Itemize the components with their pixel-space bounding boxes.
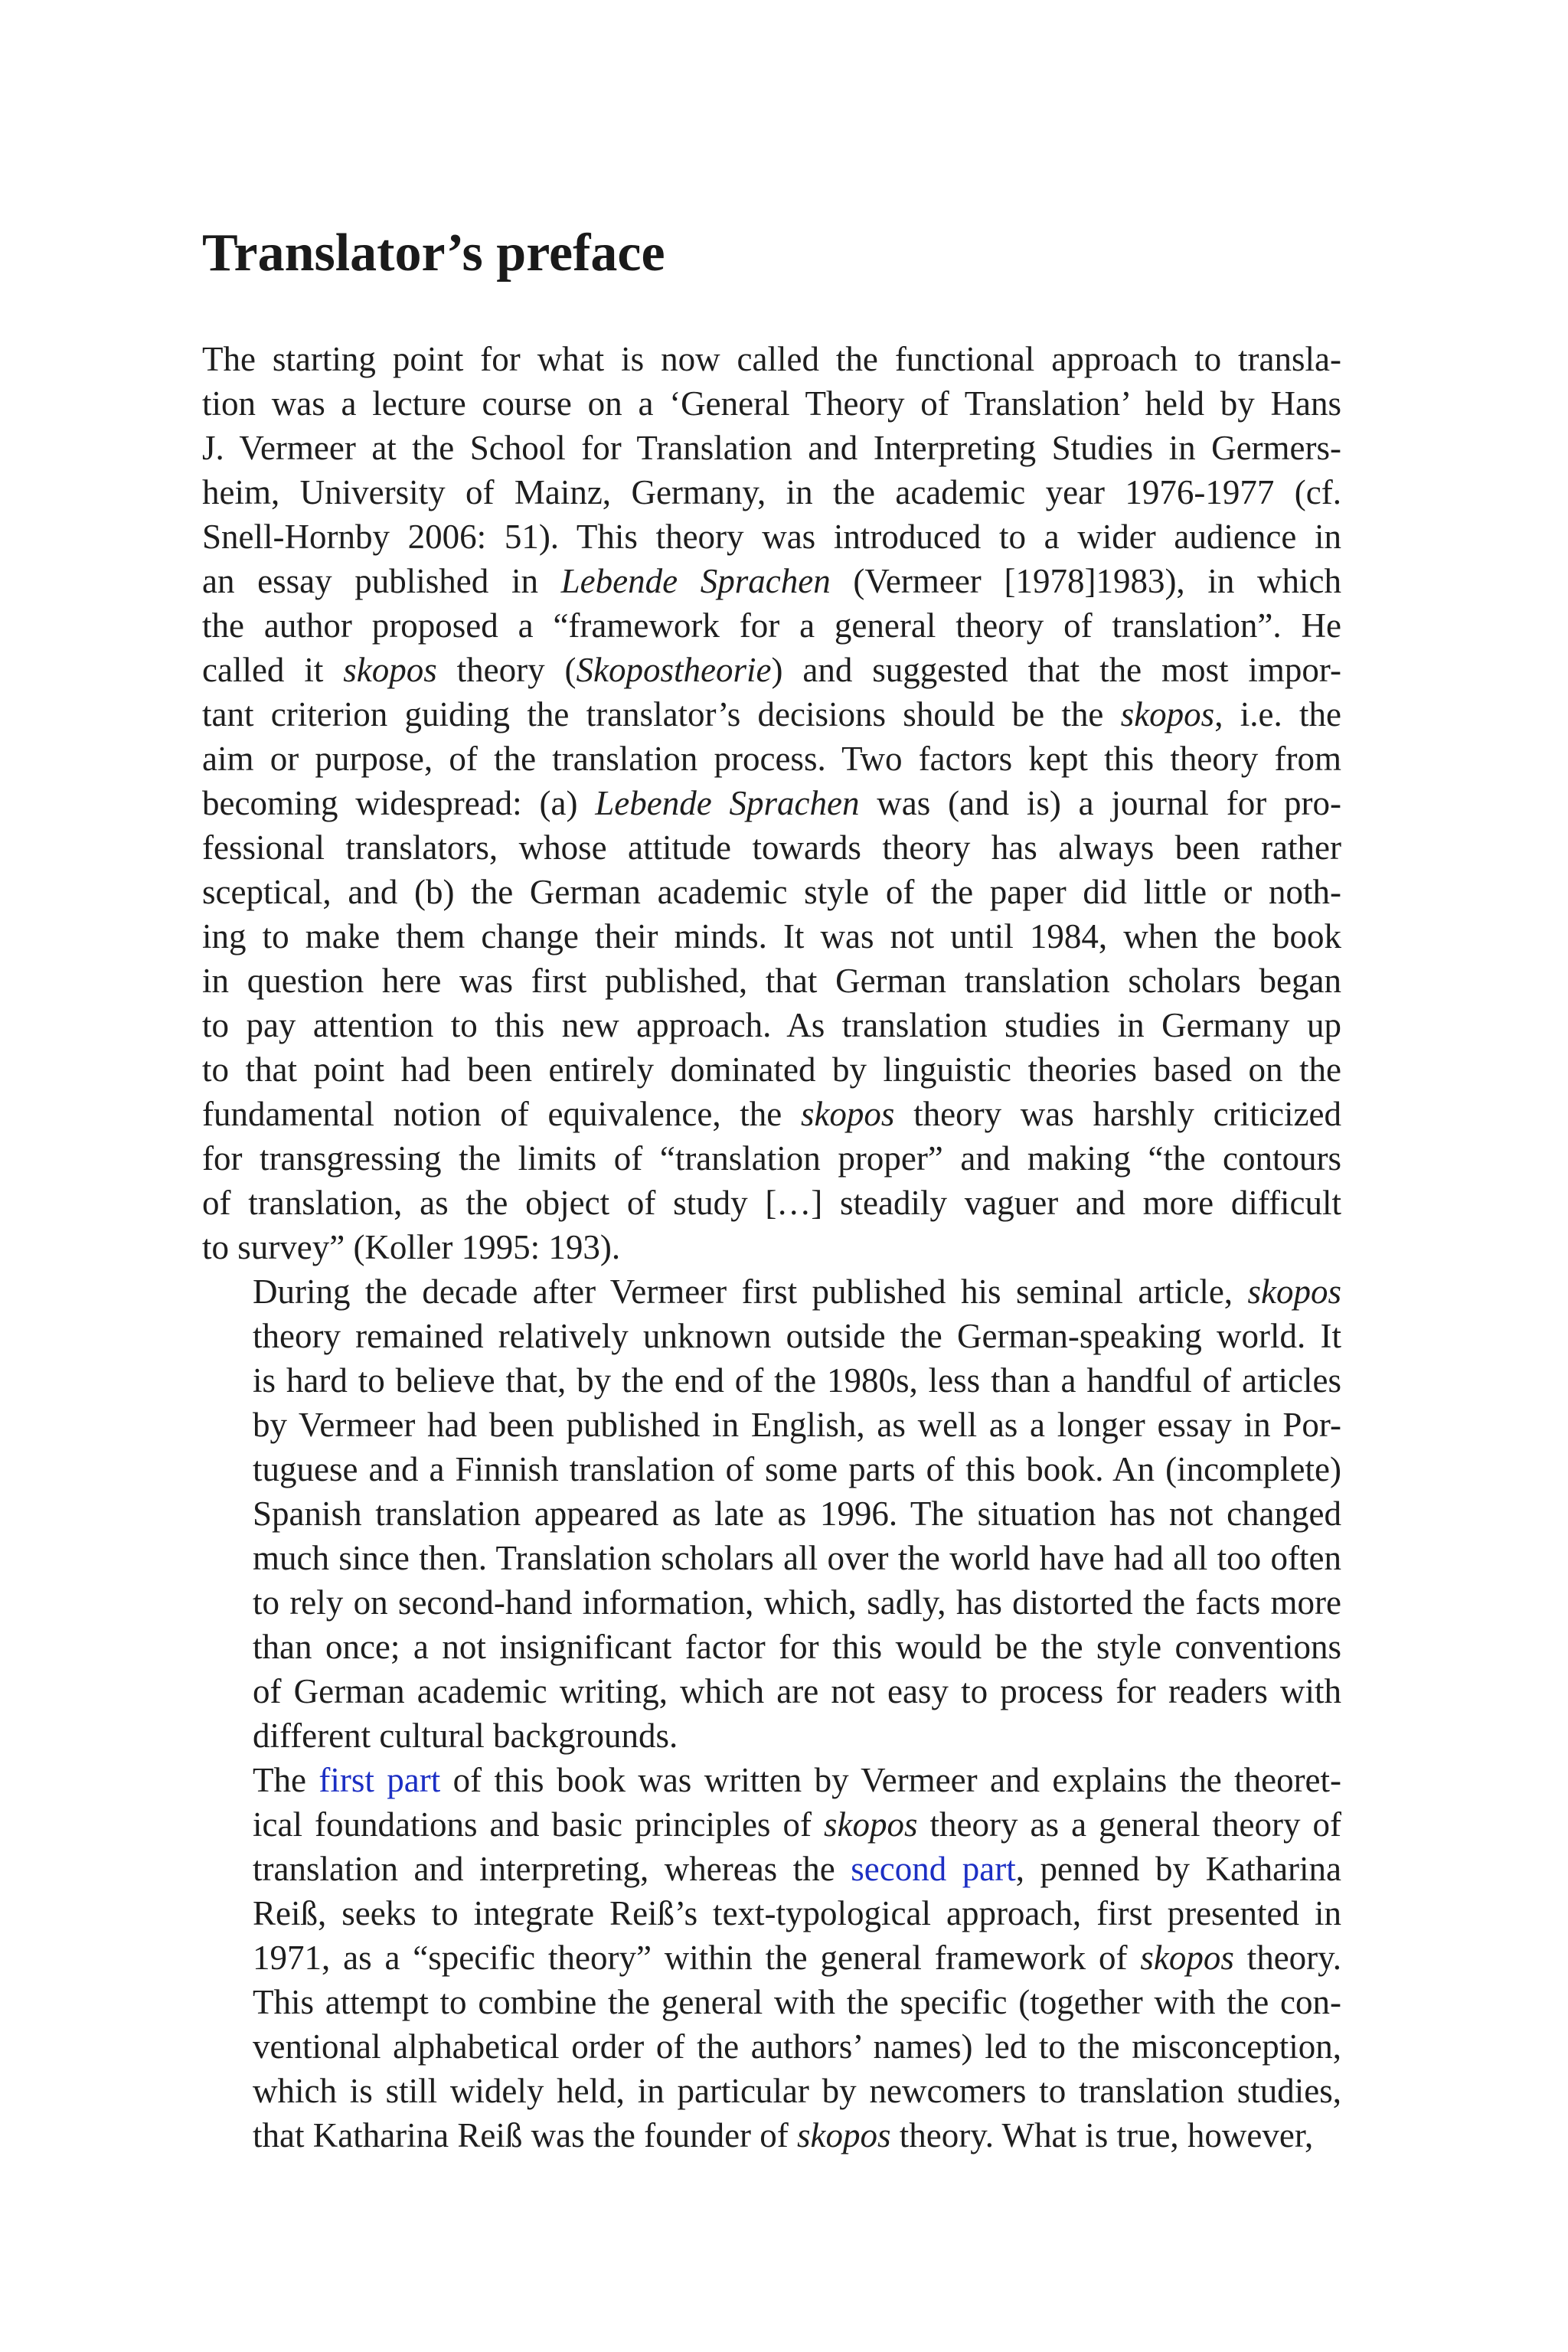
text-line bbox=[202, 1491, 1341, 1536]
page-title: Translator’s preface bbox=[202, 224, 665, 283]
text-run: that Katharina Reiß was the founder of bbox=[253, 2116, 798, 2154]
text-line bbox=[202, 1358, 1341, 1403]
paragraph bbox=[202, 1269, 1341, 1758]
text-line bbox=[202, 1225, 1341, 1269]
text-run: to rely on second-hand information, which, sadly, has distorted the facts more bbox=[253, 1583, 1341, 1622]
text-run: 1971, as a “specific theory” within the general framework of bbox=[253, 1939, 1141, 1977]
text-line bbox=[202, 781, 1341, 825]
italic-text: Skopostheorie bbox=[576, 651, 772, 689]
italic-text: skopos bbox=[824, 1805, 918, 1844]
text-line bbox=[202, 1136, 1341, 1181]
text-line bbox=[202, 1314, 1341, 1358]
text-run: to pay attention to this new approach. As translation studies in Germany up bbox=[202, 1006, 1341, 1044]
text-run: which is still widely held, in particular by newcomers to translation studies, bbox=[253, 2072, 1341, 2110]
text-run: The starting point for what is now called the functional approach to transla- bbox=[202, 340, 1341, 378]
text-run: , penned by Katharina bbox=[1015, 1850, 1342, 1888]
text-line bbox=[202, 426, 1341, 470]
text-run: The bbox=[253, 1761, 319, 1799]
text-line bbox=[202, 2069, 1341, 2113]
italic-text: Lebende Sprachen bbox=[560, 562, 831, 600]
text-run: fessional translators, whose attitude towards theory has always been rather bbox=[202, 828, 1341, 867]
text-run: to survey” (Koller 1995: 193). bbox=[202, 1228, 621, 1266]
text-run: an essay published in bbox=[202, 562, 561, 600]
text-line bbox=[202, 1580, 1341, 1625]
text-run: the author proposed a “framework for a general theory of translation”. He bbox=[202, 606, 1341, 645]
text-run: theory remained relatively unknown outside the German-speaking world. It bbox=[253, 1317, 1341, 1355]
text-run: During the decade after Vermeer first published his seminal article, bbox=[253, 1272, 1248, 1311]
text-line bbox=[202, 1847, 1341, 1891]
paragraph bbox=[202, 337, 1341, 1269]
text-line bbox=[202, 1181, 1341, 1225]
text-run: of translation, as the object of study […] steadily vaguer and more difficult bbox=[202, 1184, 1341, 1222]
text-run: of this book was written by Vermeer and explains the theoret- bbox=[440, 1761, 1342, 1799]
text-line bbox=[202, 737, 1341, 781]
italic-text: Lebende Sprachen bbox=[595, 784, 860, 822]
text-line bbox=[202, 1891, 1341, 1936]
text-line bbox=[202, 1269, 1341, 1314]
text-line bbox=[202, 337, 1341, 381]
paragraph bbox=[202, 1758, 1341, 2158]
text-line bbox=[202, 1047, 1341, 1092]
text-line bbox=[202, 1758, 1341, 1802]
italic-text: skopos bbox=[800, 1095, 895, 1133]
text-run: ventional alphabetical order of the authors’ names) led to the misconception, bbox=[253, 2027, 1341, 2066]
text-line bbox=[202, 514, 1341, 559]
text-run: theory ( bbox=[436, 651, 577, 689]
text-line bbox=[202, 914, 1341, 959]
text-run: tant criterion guiding the translator’s decisions should be the bbox=[202, 695, 1121, 733]
text-run: sceptical, and (b) the German academic style of the paper did little or noth- bbox=[202, 873, 1341, 911]
text-run: was (and is) a journal for pro- bbox=[859, 784, 1341, 822]
italic-text: skopos bbox=[1140, 1939, 1234, 1977]
text-line bbox=[202, 559, 1341, 603]
text-line bbox=[202, 870, 1341, 914]
text-run: by Vermeer had been published in English, as well as a longer essay in Por- bbox=[253, 1406, 1341, 1444]
text-run: theory. What is true, however, bbox=[890, 2116, 1314, 2154]
text-run: called it bbox=[202, 651, 344, 689]
text-line bbox=[202, 603, 1341, 648]
text-run: This attempt to combine the general with the specific (together with the con- bbox=[253, 1983, 1341, 2021]
text-line bbox=[202, 1536, 1341, 1580]
text-run: Snell-Hornby 2006: 51). This theory was introduced to a wider audience in bbox=[202, 518, 1341, 556]
text-run: (Vermeer [1978]1983), in which bbox=[830, 562, 1342, 600]
text-run: heim, University of Mainz, Germany, in the academic year 1976-1977 (cf. bbox=[202, 473, 1341, 511]
italic-text: skopos bbox=[343, 651, 437, 689]
text-run: aim or purpose, of the translation process. Two factors kept this theory from bbox=[202, 740, 1341, 778]
italic-text: skopos bbox=[797, 2116, 891, 2154]
text-line bbox=[202, 1980, 1341, 2024]
text-run: theory as a general theory of bbox=[917, 1805, 1341, 1844]
text-line bbox=[202, 692, 1341, 737]
text-line bbox=[202, 381, 1341, 426]
text-line bbox=[202, 959, 1341, 1003]
text-line bbox=[202, 2113, 1341, 2158]
text-run: than once; a not insignificant factor for this would be the style conventions bbox=[253, 1628, 1341, 1666]
text-run: to that point had been entirely dominated by linguistic theories based on the bbox=[202, 1050, 1341, 1089]
text-line bbox=[202, 1936, 1341, 1980]
text-line bbox=[202, 1003, 1341, 1047]
text-run: ) and suggested that the most impor- bbox=[771, 651, 1341, 689]
text-run: Spanish translation appeared as late as 1996. The situation has not changed bbox=[253, 1494, 1341, 1533]
text-line bbox=[202, 1713, 1341, 1758]
text-run: in question here was first published, that German translation scholars began bbox=[202, 962, 1341, 1000]
text-line bbox=[202, 1403, 1341, 1447]
text-line bbox=[202, 1625, 1341, 1669]
text-run: much since then. Translation scholars all over the world have had all too often bbox=[253, 1539, 1341, 1577]
text-line bbox=[202, 1802, 1341, 1847]
text-run: Reiß, seeks to integrate Reiß’s text-typological approach, first presented in bbox=[253, 1894, 1341, 1932]
text-line bbox=[202, 825, 1341, 870]
text-run: theory. bbox=[1233, 1939, 1341, 1977]
text-run: fundamental notion of equivalence, the bbox=[202, 1095, 801, 1133]
text-run: for transgressing the limits of “translation proper” and making “the contours bbox=[202, 1139, 1341, 1178]
text-line bbox=[202, 2024, 1341, 2069]
text-run: becoming widespread: (a) bbox=[202, 784, 596, 822]
text-run: , i.e. the bbox=[1214, 695, 1341, 733]
text-line bbox=[202, 1447, 1341, 1491]
text-run: ical foundations and basic principles of bbox=[253, 1805, 825, 1844]
body-text bbox=[202, 337, 1341, 2158]
text-run: is hard to believe that, by the end of the 1980s, less than a handful of articles bbox=[253, 1361, 1341, 1400]
text-run: different cultural backgrounds. bbox=[253, 1717, 678, 1755]
text-run: J. Vermeer at the School for Translation and Interpreting Studies in Germers- bbox=[202, 429, 1341, 467]
text-run: tuguese and a Finnish translation of some parts of this book. An (incomplete) bbox=[253, 1450, 1341, 1488]
text-run: ing to make them change their minds. It was not until 1984, when the book bbox=[202, 917, 1341, 956]
cross-reference-link[interactable]: second part bbox=[851, 1850, 1016, 1888]
italic-text: skopos bbox=[1120, 695, 1215, 733]
italic-text: skopos bbox=[1247, 1272, 1341, 1311]
text-line bbox=[202, 648, 1341, 692]
cross-reference-link[interactable]: first part bbox=[318, 1761, 441, 1799]
text-run: theory was harshly criticized bbox=[894, 1095, 1341, 1133]
text-line bbox=[202, 1092, 1341, 1136]
text-run: translation and interpreting, whereas the bbox=[253, 1850, 851, 1888]
text-run: tion was a lecture course on a ‘General Theory of Translation’ held by Hans bbox=[202, 384, 1341, 423]
text-run: of German academic writing, which are not easy to process for readers with bbox=[253, 1672, 1341, 1710]
text-line bbox=[202, 1669, 1341, 1713]
text-line bbox=[202, 470, 1341, 514]
